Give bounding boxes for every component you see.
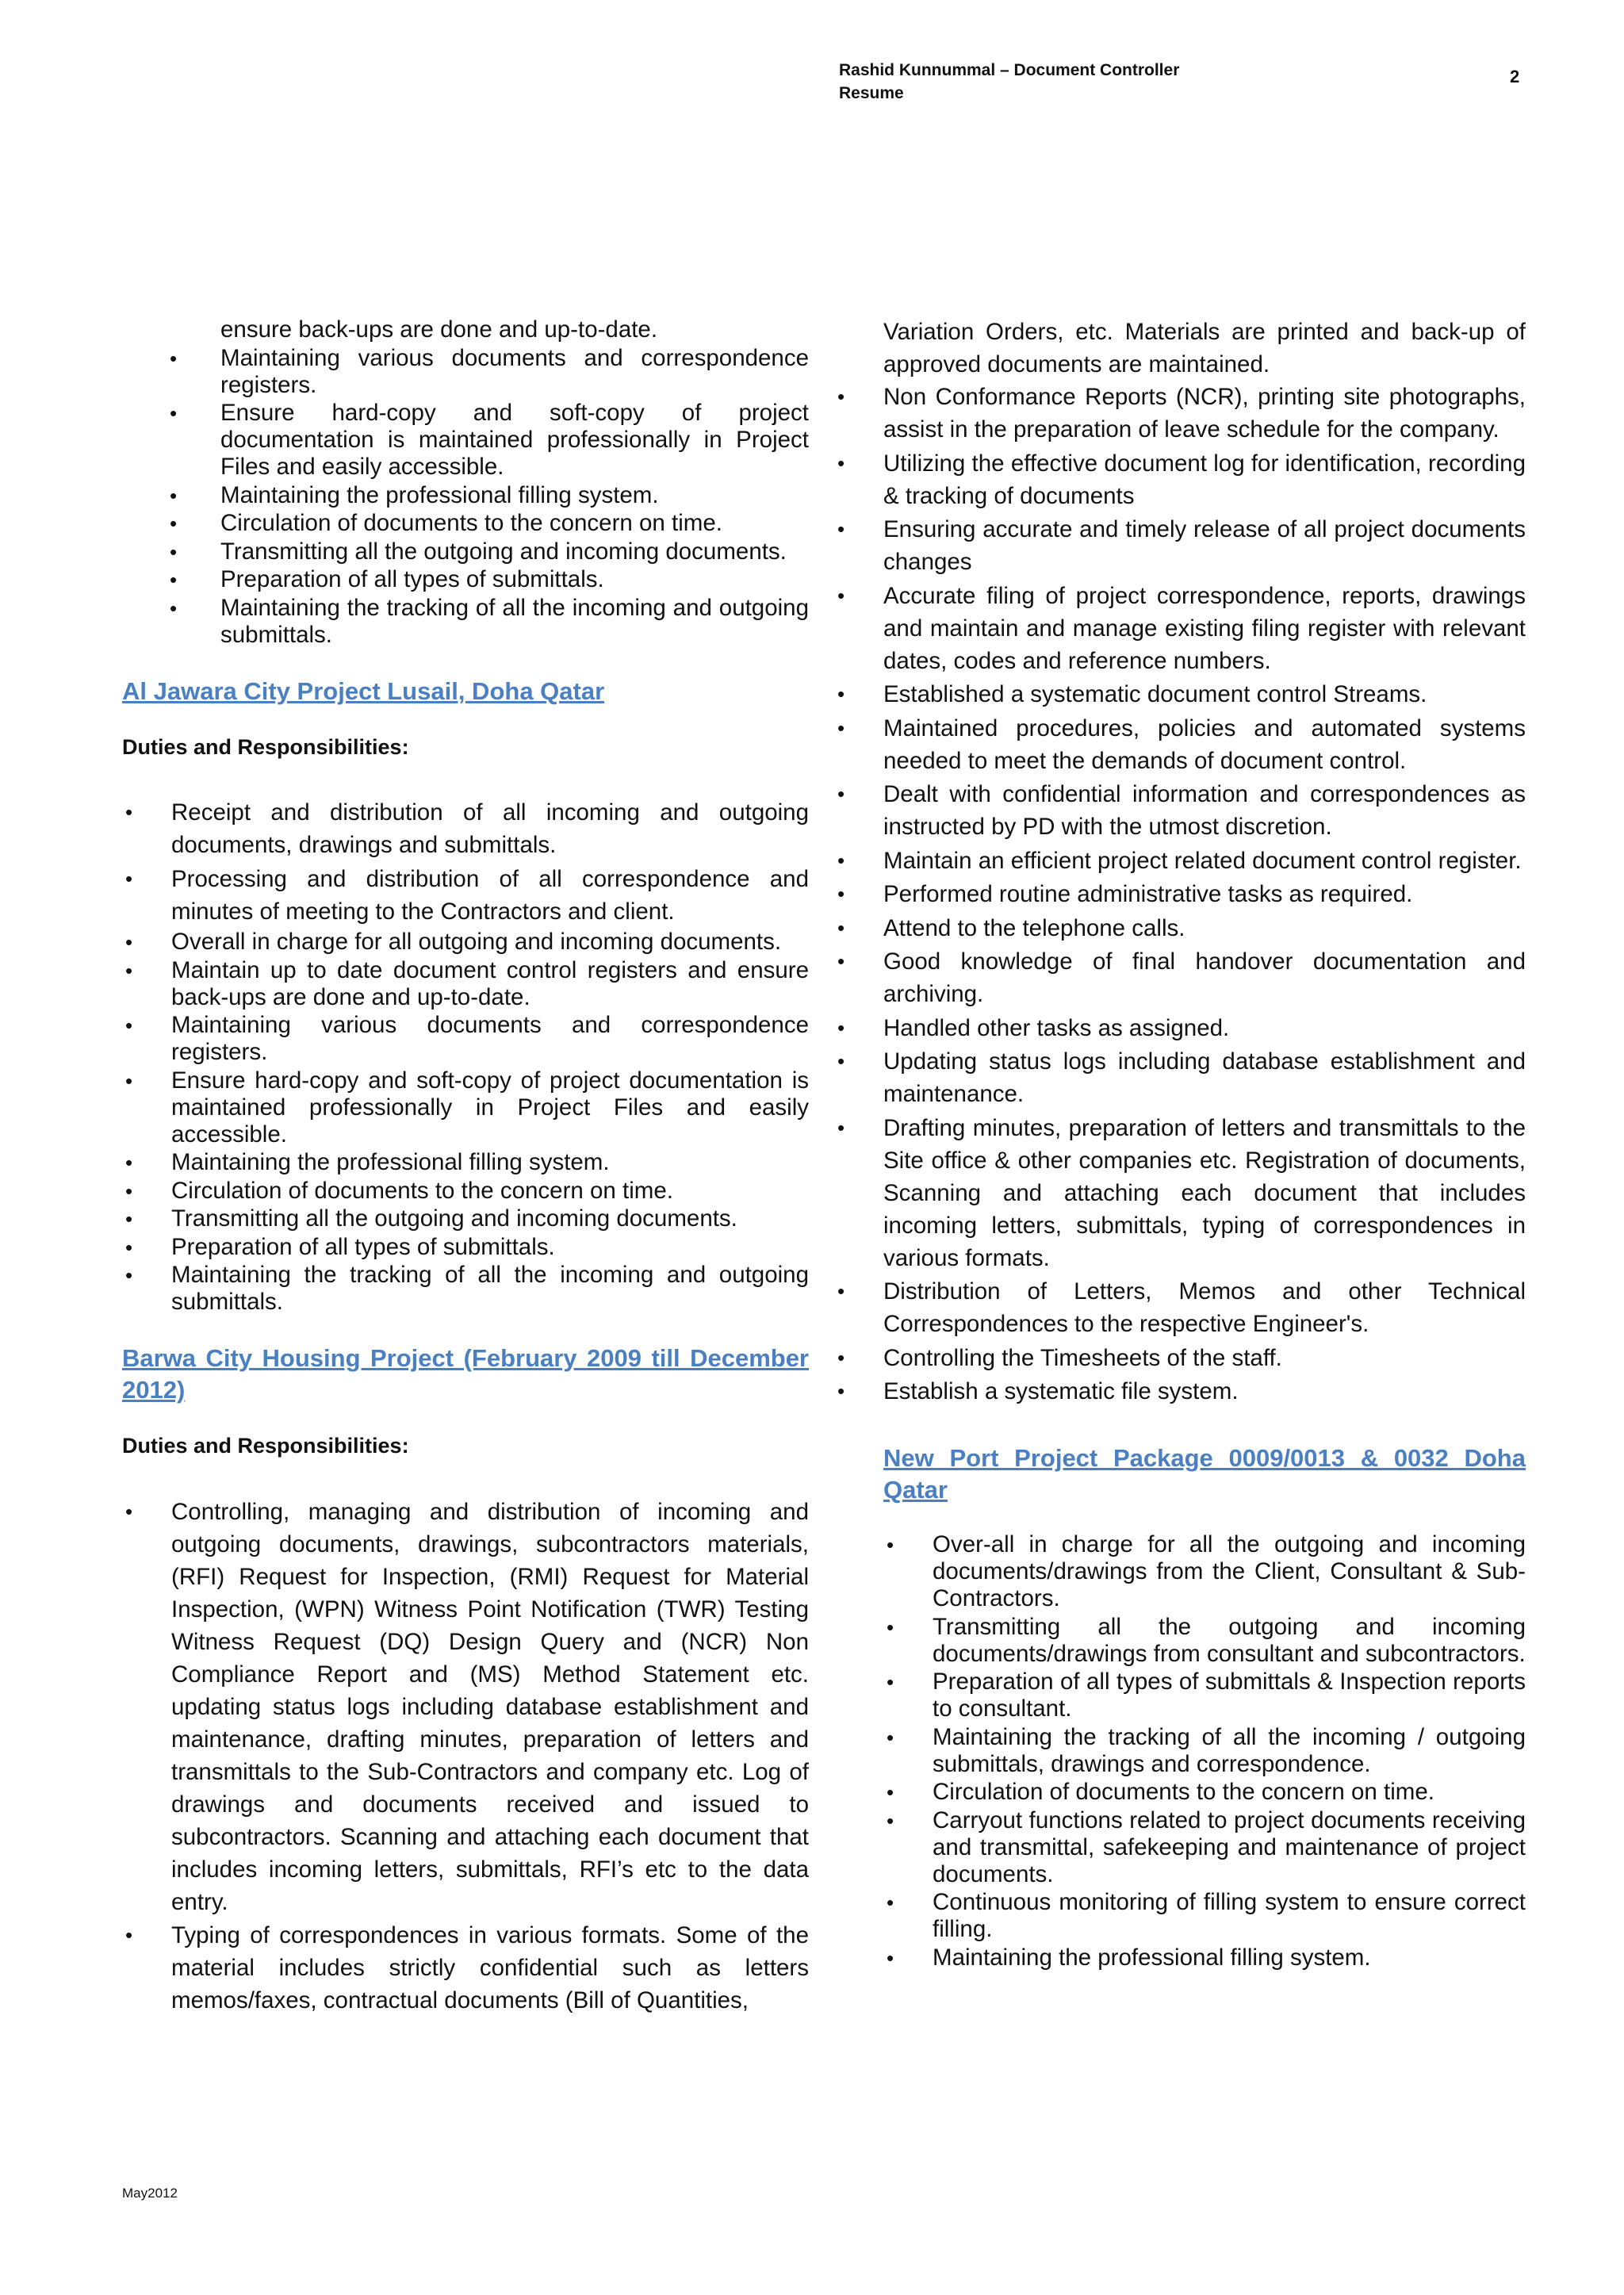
list-item: • Ensure hard-copy and soft-copy of project documentation is maintained professionally in Project Files and easily accessible. [122, 400, 809, 481]
list-item: • Maintain an efficient project related document control register. [883, 845, 1526, 877]
list-item: • Circulation of documents to the concern on time. [883, 1779, 1526, 1806]
responsibilities-list [122, 1496, 809, 2017]
list-item: • Maintaining the professional filling system. [122, 482, 809, 509]
list-item: • Performed routine administrative tasks as required. [883, 878, 1526, 910]
list-item: • Maintaining the professional filling system. [883, 1944, 1526, 1971]
list-item: • Over-all in charge for all the outgoing and incoming documents/drawings from the Client, Consultant & Sub-Contractors. [883, 1531, 1526, 1612]
list-item: • Controlling, managing and distribution of incoming and outgoing documents, drawings, subcontractors materials, (RFI) Request for Inspection, (RMI) Request for Material Inspection, (WPN) Witness Point Notification (TWR) Testing Witness Request (DQ) Design Query and (NCR) Non Compliance Report and (MS) Method Statement etc. updating status logs including database establishment and maintenance, drafting minutes, preparation of letters and transmittals to the Sub-Contractors and company etc. Log of drawings and documents received and issued to subcontractors. Scanning and attaching each document that includes incoming letters, submittals, RFI’s etc to the data entry. [122, 1496, 809, 1918]
list-item: • Good knowledge of final handover documentation and archiving. [883, 945, 1526, 1010]
list-item: • Transmitting all the outgoing and incoming documents. [122, 1205, 809, 1232]
list-item: • Maintaining the tracking of all the incoming / outgoing submittals, drawings and correspondence. [883, 1724, 1526, 1778]
list-item: • Preparation of all types of submittals & Inspection reports to consultant. [883, 1669, 1526, 1722]
header-title: Rashid Kunnummal – Document Controller [839, 61, 1180, 79]
list-item: • Maintaining various documents and correspondence registers. [122, 345, 809, 399]
list-item: • Attend to the telephone calls. [883, 912, 1526, 944]
list-item: • Carryout functions related to project documents receiving and transmittal, safekeeping and maintenance of project documents. [883, 1807, 1526, 1888]
list-item: • Establish a systematic file system. [883, 1375, 1526, 1408]
list-item: • Continuous monitoring of filling system to ensure correct filling. [883, 1889, 1526, 1943]
project-heading-barwa-city: Barwa City Housing Project (February 2009 till December 2012) [122, 1344, 809, 1404]
list-item: • Ensure hard-copy and soft-copy of project documentation is maintained professionally in Project Files and easily accessible. [122, 1067, 809, 1148]
list-item: • Processing and distribution of all correspondence and minutes of meeting to the Contractors and client. [122, 863, 809, 928]
left-column [122, 316, 809, 2018]
list-item: • Handled other tasks as assigned. [883, 1012, 1526, 1044]
project-heading-new-port: New Port Project Package 0009/0013 & 0032 Doha Qatar [883, 1444, 1526, 1504]
continued-text: Variation Orders, etc. Materials are printed and back-up of approved documents are maintained. [883, 319, 1526, 377]
responsibilities-list [122, 345, 809, 649]
header-subtitle: Resume [839, 84, 904, 102]
list-item: • Updating status logs including database establishment and maintenance. [883, 1045, 1526, 1110]
responsibilities-list [122, 796, 809, 928]
list-item: • Receipt and distribution of all incoming and outgoing documents, drawings and submittals. [122, 796, 809, 861]
list-item: • Accurate filing of project correspondence, reports, drawings and maintain and manage existing filing register with relevant dates, codes and reference numbers. [883, 580, 1526, 677]
list-item: • Maintaining the tracking of all the incoming and outgoing submittals. [122, 1262, 809, 1316]
list-item: • Controlling the Timesheets of the staff. [883, 1342, 1526, 1374]
list-item: • Maintaining the professional filling system. [122, 1149, 809, 1176]
list-item: • Distribution of Letters, Memos and other Technical Correspondences to the respective Engineer's. [883, 1275, 1526, 1340]
page-number: 2 [1510, 67, 1520, 86]
right-column [883, 316, 1526, 1972]
responsibilities-list [122, 929, 809, 1316]
list-item: • Ensuring accurate and timely release of all project documents changes [883, 513, 1526, 578]
list-item: • Maintain up to date document control registers and ensure back-ups are done and up-to-date. [122, 957, 809, 1011]
list-item: • Overall in charge for all outgoing and incoming documents. [122, 929, 809, 956]
list-item: • Circulation of documents to the concern on time. [122, 510, 809, 537]
project-heading-al-jawara: Al Jawara City Project Lusail, Doha Qatar [122, 676, 605, 705]
list-item: • Dealt with confidential information and correspondences as instructed by PD with the utmost discretion. [883, 778, 1526, 843]
responsibilities-list [883, 381, 1526, 1408]
list-item: • Drafting minutes, preparation of letters and transmittals to the Site office & other companies etc. Registration of documents, Scanning and attaching each document that includes incoming letters, submittals, typing of correspondences in various formats. [883, 1112, 1526, 1274]
responsibilities-list [883, 1531, 1526, 1971]
list-item: • Typing of correspondences in various formats. Some of the material includes strictly confidential such as letters memos/faxes, contractual documents (Bill of Quantities, [122, 1919, 809, 2017]
list-item: • Preparation of all types of submittals. [122, 566, 809, 593]
list-item: • Maintaining the tracking of all the incoming and outgoing submittals. [122, 595, 809, 649]
duties-heading: Duties and Responsibilities: [122, 734, 409, 759]
duties-heading: Duties and Responsibilities: [122, 1434, 409, 1458]
continued-text: ensure back-ups are done and up-to-date. [220, 316, 658, 343]
list-item: • Non Conformance Reports (NCR), printing site photographs, assist in the preparation of leave schedule for the company. [883, 381, 1526, 446]
page-header [839, 59, 1283, 105]
list-item: • Established a systematic document control Streams. [883, 678, 1526, 711]
list-item: • Transmitting all the outgoing and incoming documents/drawings from consultant and subcontractors. [883, 1614, 1526, 1668]
list-item: • Transmitting all the outgoing and incoming documents. [122, 538, 809, 565]
list-item: • Preparation of all types of submittals. [122, 1234, 809, 1261]
list-item: • Maintaining various documents and correspondence registers. [122, 1012, 809, 1066]
list-item: • Circulation of documents to the concern on time. [122, 1178, 809, 1205]
list-item: • Maintained procedures, policies and automated systems needed to meet the demands of document control. [883, 712, 1526, 777]
list-item: • Utilizing the effective document log for identification, recording & tracking of documents [883, 447, 1526, 512]
footer-date: May2012 [122, 2186, 178, 2201]
